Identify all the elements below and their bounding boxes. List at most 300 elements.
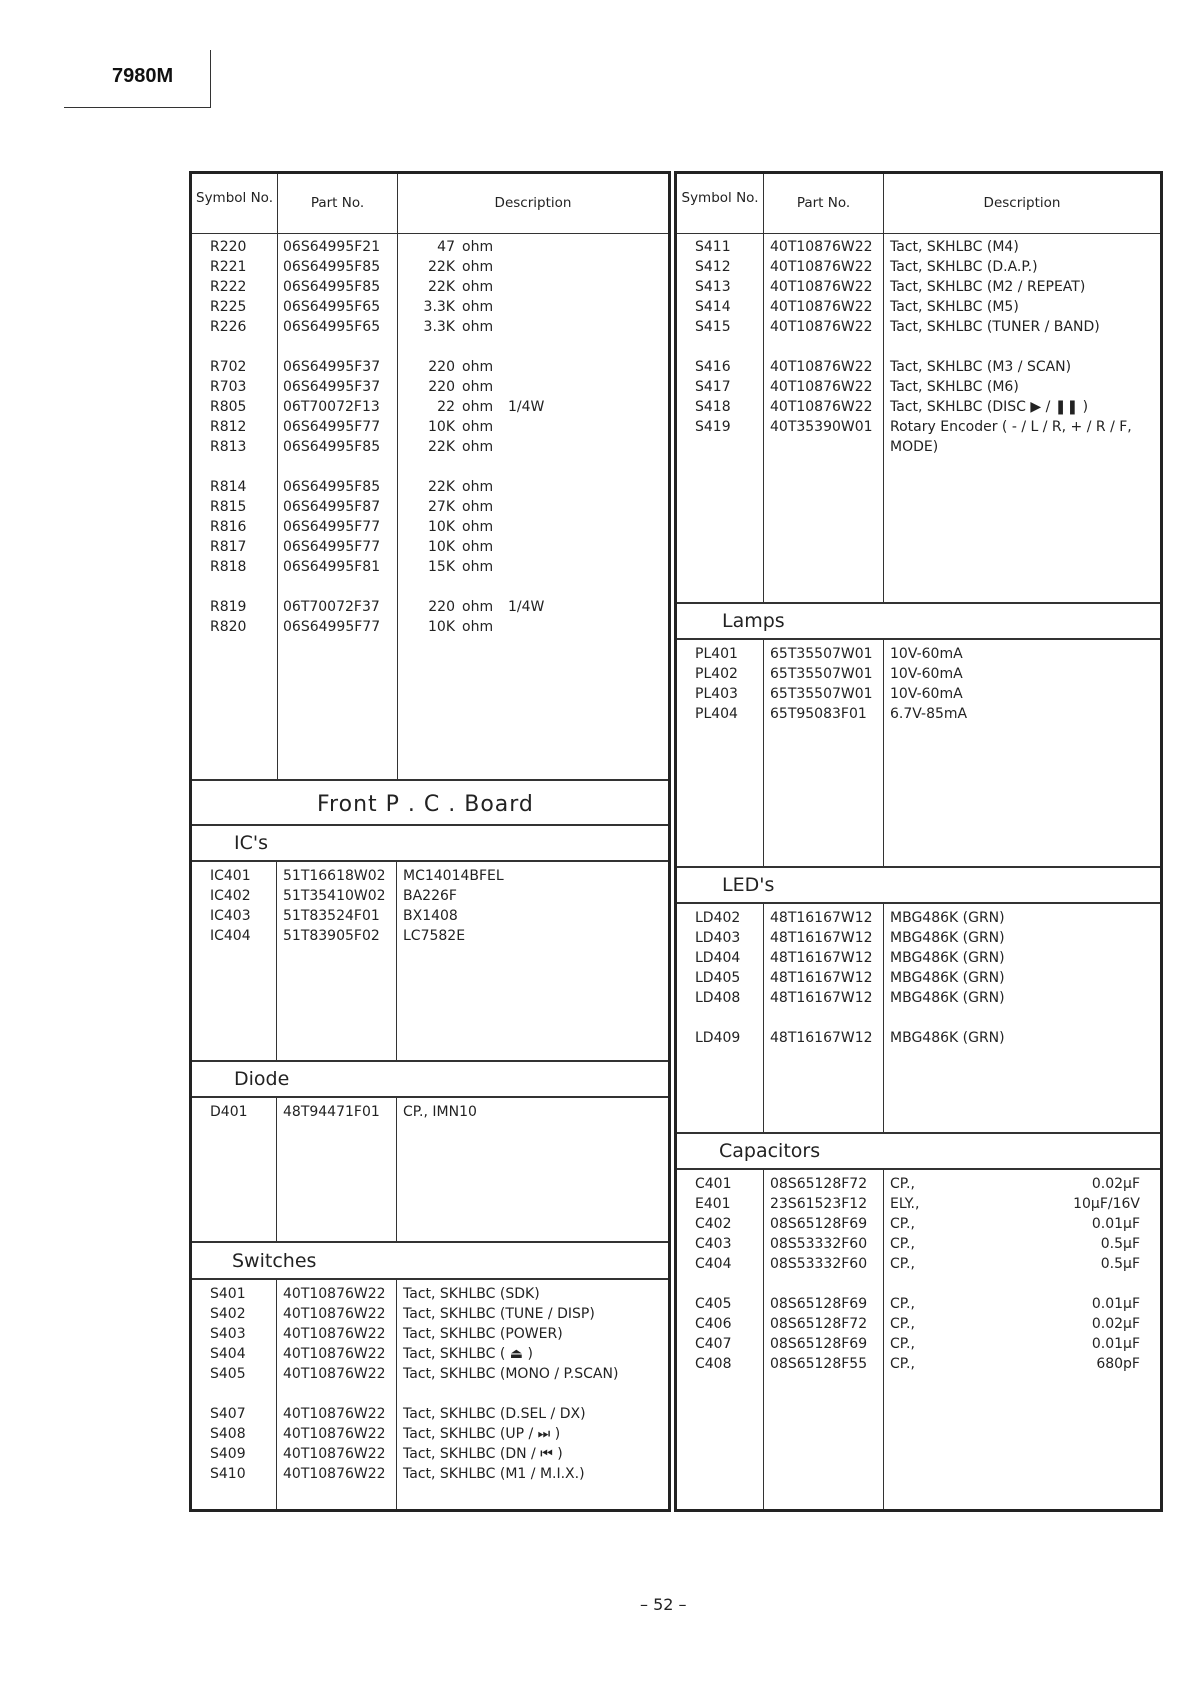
description-cell: Tact, SKHLBC (M6): [890, 379, 1019, 395]
symbol-cell: R819: [210, 599, 247, 615]
parts-panel-right: [674, 171, 1163, 1512]
symbol-cell: S402: [210, 1306, 246, 1322]
description-cell: Tact, SKHLBC (TUNER / BAND): [890, 319, 1100, 335]
symbol-cell: C402: [695, 1216, 732, 1232]
table-row: [192, 1364, 668, 1384]
board-title-bar: [192, 781, 668, 826]
part-number-cell: 23S61523F12: [770, 1196, 868, 1212]
description-cell: BX1408: [403, 908, 458, 924]
symbol-cell: PL403: [695, 686, 738, 702]
symbol-cell: E401: [695, 1196, 731, 1212]
resistor-rows: [192, 597, 668, 637]
type-cell: CP.,: [890, 1256, 915, 1272]
description-cell: MBG486K (GRN): [890, 930, 1005, 946]
lamps-title: Lamps: [722, 610, 785, 632]
capacitance-cell: 0.02μF: [1091, 1316, 1140, 1332]
description-cell: Tact, SKHLBC (DISC ▶ / ❚❚ ): [890, 399, 1089, 415]
description-cell: Tact, SKHLBC ( ⏏ ): [403, 1346, 533, 1362]
value-cell: 47: [437, 239, 455, 255]
table-row: [677, 277, 1160, 297]
part-number-cell: 06S64995F77: [283, 419, 381, 435]
table-row: [192, 317, 668, 337]
symbol-cell: C404: [695, 1256, 732, 1272]
capacitance-cell: 10μF/16V: [1073, 1196, 1140, 1212]
value-cell: 22K: [428, 439, 455, 455]
part-number-cell: 40T10876W22: [770, 239, 873, 255]
lamp-rows: [677, 644, 1160, 724]
lamp-table: [677, 640, 1160, 868]
part-number-cell: 06S64995F65: [283, 299, 381, 315]
symbol-cell: S417: [695, 379, 731, 395]
part-number-cell: 06S64995F77: [283, 619, 381, 635]
table-row: [192, 926, 668, 946]
part-number-cell: 40T10876W22: [770, 279, 873, 295]
part-number-cell: 06S64995F65: [283, 319, 381, 335]
ic-table: [192, 862, 668, 1062]
table-row: [192, 557, 668, 577]
unit-cell: ohm: [462, 259, 494, 275]
unit-cell: ohm: [462, 399, 494, 415]
description-cell: MBG486K (GRN): [890, 910, 1005, 926]
part-number-cell: 06S64995F77: [283, 519, 381, 535]
unit-cell: ohm: [462, 499, 494, 515]
symbol-cell: C408: [695, 1356, 732, 1372]
table-row: [677, 317, 1160, 337]
part-number-cell: 06S64995F85: [283, 259, 381, 275]
table-row: [677, 664, 1160, 684]
table-row: [192, 297, 668, 317]
table-row: [677, 377, 1160, 397]
type-cell: CP.,: [890, 1316, 915, 1332]
symbol-cell: S409: [210, 1446, 246, 1462]
symbol-cell: R814: [210, 479, 247, 495]
table-row: [677, 684, 1160, 704]
part-number-cell: 08S65128F69: [770, 1336, 868, 1352]
header-part-no: Part No.: [796, 195, 851, 211]
table-row: [677, 928, 1160, 948]
symbol-cell: C403: [695, 1236, 732, 1252]
capacitors-title-bar: [677, 1134, 1160, 1170]
symbol-cell: S401: [210, 1286, 246, 1302]
value-cell: 220: [428, 599, 455, 615]
part-number-cell: 40T10876W22: [283, 1326, 386, 1342]
part-number-cell: 06S64995F85: [283, 439, 381, 455]
table-row: [677, 968, 1160, 988]
value-cell: 22K: [428, 259, 455, 275]
table-row: [192, 1324, 668, 1344]
unit-cell: ohm: [462, 359, 494, 375]
part-number-cell: 40T10876W22: [283, 1286, 386, 1302]
page-number: – 52 –: [640, 1595, 687, 1614]
part-number-cell: 48T16167W12: [770, 930, 873, 946]
description-cell: Tact, SKHLBC (POWER): [403, 1326, 563, 1342]
symbol-cell: R702: [210, 359, 247, 375]
part-number-cell: 51T83905F02: [283, 928, 380, 944]
header-rule-vertical: [210, 50, 211, 108]
table-row: [192, 537, 668, 557]
capacitance-cell: 0.5μF: [1100, 1236, 1140, 1252]
type-cell: CP.,: [890, 1356, 915, 1372]
symbol-cell: LD403: [695, 930, 741, 946]
symbol-cell: IC404: [210, 928, 251, 944]
part-number-cell: 06S64995F87: [283, 499, 381, 515]
table-row: [192, 866, 668, 886]
unit-cell: ohm: [462, 239, 494, 255]
unit-cell: ohm: [462, 519, 494, 535]
capacitance-cell: 0.01μF: [1091, 1336, 1140, 1352]
type-cell: CP.,: [890, 1176, 915, 1192]
part-number-cell: 65T35507W01: [770, 686, 873, 702]
unit-cell: ohm: [462, 439, 494, 455]
led-rows: [677, 1028, 1160, 1048]
part-number-cell: 40T10876W22: [283, 1306, 386, 1322]
table-row: [192, 477, 668, 497]
diode-rows: [192, 1102, 668, 1122]
unit-cell: ohm: [462, 479, 494, 495]
symbol-cell: IC403: [210, 908, 251, 924]
description-cell: Tact, SKHLBC (DN / ⏮ ): [403, 1446, 563, 1462]
symbol-cell: S404: [210, 1346, 246, 1362]
part-number-cell: 48T16167W12: [770, 910, 873, 926]
symbol-cell: LD408: [695, 990, 741, 1006]
table-row: [192, 237, 668, 257]
symbol-cell: S403: [210, 1326, 246, 1342]
table-row: [192, 886, 668, 906]
diode-title: Diode: [234, 1068, 290, 1090]
part-number-cell: 06T70072F13: [283, 399, 380, 415]
part-number-cell: 08S65128F72: [770, 1176, 868, 1192]
value-cell: 10K: [428, 419, 455, 435]
part-number-cell: 48T16167W12: [770, 1030, 873, 1046]
part-number-cell: 65T95083F01: [770, 706, 867, 722]
switch-rows: [192, 1284, 668, 1384]
rating-cell: 1/4W: [508, 599, 545, 615]
capacitor-rows: [677, 1174, 1160, 1274]
ic-rows: [192, 866, 668, 946]
diode-table: [192, 1098, 668, 1243]
symbol-cell: PL401: [695, 646, 738, 662]
part-number-cell: 08S65128F69: [770, 1296, 868, 1312]
symbol-cell: S410: [210, 1466, 246, 1482]
table-row: [192, 397, 668, 417]
table-row: [192, 377, 668, 397]
symbol-cell: S419: [695, 419, 731, 435]
header-rule: [64, 107, 211, 108]
value-cell: 220: [428, 379, 455, 395]
description-cell: Tact, SKHLBC (M4): [890, 239, 1019, 255]
table-row: [677, 1028, 1160, 1048]
symbol-cell: R817: [210, 539, 247, 555]
description-cell: Tact, SKHLBC (UP / ⏭ ): [403, 1426, 561, 1442]
symbol-cell: S418: [695, 399, 731, 415]
part-number-cell: 06S64995F77: [283, 539, 381, 555]
table-row: [192, 437, 668, 457]
table-row: [677, 1174, 1160, 1194]
table-row: [677, 397, 1160, 417]
part-number-cell: 40T10876W22: [770, 359, 873, 375]
symbol-cell: C405: [695, 1296, 732, 1312]
header-symbol: Symbol No.: [196, 190, 273, 206]
table-row: [677, 1194, 1160, 1214]
header-description: Description: [983, 195, 1061, 211]
table-row: [677, 948, 1160, 968]
part-number-cell: 51T35410W02: [283, 888, 386, 904]
description-cell: CP., IMN10: [403, 1104, 477, 1120]
description-cell: Tact, SKHLBC (M1 / M.I.X.): [403, 1466, 585, 1482]
led-table: [677, 904, 1160, 1134]
symbol-cell: C401: [695, 1176, 732, 1192]
header-symbol: Symbol No.: [681, 190, 759, 206]
symbol-cell: IC401: [210, 868, 251, 884]
switch-table-right: [677, 174, 1160, 604]
part-number-cell: 40T10876W22: [283, 1366, 386, 1382]
unit-cell: ohm: [462, 419, 494, 435]
part-number-cell: 51T16618W02: [283, 868, 386, 884]
table-row: [677, 1314, 1160, 1334]
part-number-cell: 40T10876W22: [283, 1466, 386, 1482]
unit-cell: ohm: [462, 559, 494, 575]
table-row: [677, 644, 1160, 664]
value-cell: 22K: [428, 279, 455, 295]
capacitance-cell: 0.01μF: [1091, 1296, 1140, 1312]
description-cell: MBG486K (GRN): [890, 950, 1005, 966]
ics-title: IC's: [234, 832, 268, 854]
table-row: [677, 417, 1160, 457]
symbol-cell: LD409: [695, 1030, 741, 1046]
switches-title-bar: [192, 1243, 668, 1280]
part-number-cell: 65T35507W01: [770, 646, 873, 662]
rating-cell: 1/4W: [508, 399, 545, 415]
symbol-cell: R226: [210, 319, 247, 335]
table-row: [192, 277, 668, 297]
header-description: Description: [494, 195, 572, 211]
table-row: [677, 1294, 1160, 1314]
table-row: [192, 417, 668, 437]
table-row: [192, 357, 668, 377]
part-number-cell: 06S64995F37: [283, 379, 381, 395]
table-row: [677, 237, 1160, 257]
description-cell: 10V-60mA: [890, 666, 963, 682]
symbol-cell: R703: [210, 379, 247, 395]
description-cell: Tact, SKHLBC (TUNE / DISP): [403, 1306, 595, 1322]
table-row: [677, 1334, 1160, 1354]
diode-title-bar: [192, 1062, 668, 1098]
capacitance-cell: 0.01μF: [1091, 1216, 1140, 1232]
part-number-cell: 06S64995F37: [283, 359, 381, 375]
symbol-cell: S414: [695, 299, 731, 315]
part-number-cell: 48T94471F01: [283, 1104, 380, 1120]
description-cell: 6.7V-85mA: [890, 706, 968, 722]
part-number-cell: 40T10876W22: [770, 379, 873, 395]
value-cell: 3.3K: [423, 299, 455, 315]
leds-title: LED's: [722, 874, 775, 896]
part-number-cell: 40T10876W22: [770, 319, 873, 335]
symbol-cell: LD405: [695, 970, 741, 986]
part-number-cell: 51T83524F01: [283, 908, 380, 924]
description-cell: Tact, SKHLBC (MONO / P.SCAN): [403, 1366, 619, 1382]
symbol-cell: S411: [695, 239, 731, 255]
symbol-cell: R816: [210, 519, 247, 535]
part-number-cell: 08S53332F60: [770, 1236, 868, 1252]
symbol-cell: S415: [695, 319, 731, 335]
table-row: [192, 517, 668, 537]
part-number-cell: 06S64995F85: [283, 279, 381, 295]
unit-cell: ohm: [462, 319, 494, 335]
part-number-cell: 40T10876W22: [770, 259, 873, 275]
symbol-cell: S407: [210, 1406, 246, 1422]
part-number-cell: 40T10876W22: [770, 299, 873, 315]
part-number-cell: 40T10876W22: [283, 1426, 386, 1442]
switch-table: [192, 1280, 668, 1509]
table-row: [192, 1464, 668, 1484]
unit-cell: ohm: [462, 299, 494, 315]
description-cell: Tact, SKHLBC (M2 / REPEAT): [890, 279, 1086, 295]
capacitors-title: Capacitors: [719, 1140, 821, 1162]
description-cell: 10V-60mA: [890, 686, 963, 702]
part-number-cell: 40T10876W22: [283, 1446, 386, 1462]
switches-title: Switches: [232, 1250, 317, 1272]
table-row: [192, 1304, 668, 1324]
value-cell: 3.3K: [423, 319, 455, 335]
part-number-cell: 65T35507W01: [770, 666, 873, 682]
symbol-cell: S416: [695, 359, 731, 375]
unit-cell: ohm: [462, 539, 494, 555]
resistor-rows: [192, 357, 668, 457]
table-row: [192, 617, 668, 637]
type-cell: CP.,: [890, 1216, 915, 1232]
led-rows: [677, 908, 1160, 1008]
switch-rows: [677, 237, 1160, 337]
value-cell: 15K: [428, 559, 455, 575]
symbol-cell: PL402: [695, 666, 738, 682]
table-row: [192, 1404, 668, 1424]
symbol-cell: S408: [210, 1426, 246, 1442]
part-number-cell: 06S64995F85: [283, 479, 381, 495]
part-number-cell: 06S64995F81: [283, 559, 381, 575]
part-number-cell: 48T16167W12: [770, 990, 873, 1006]
description-cell: Tact, SKHLBC (D.A.P.): [890, 259, 1038, 275]
capacitance-cell: 0.5μF: [1100, 1256, 1140, 1272]
unit-cell: ohm: [462, 619, 494, 635]
table-row: [677, 297, 1160, 317]
lamps-title-bar: [677, 604, 1160, 640]
part-number-cell: 40T10876W22: [283, 1346, 386, 1362]
part-number-cell: 06T70072F37: [283, 599, 380, 615]
symbol-cell: PL404: [695, 706, 738, 722]
model-number: 7980M: [112, 65, 174, 87]
switch-rows: [192, 1404, 668, 1484]
symbol-cell: S405: [210, 1366, 246, 1382]
capacitor-table: [677, 1170, 1160, 1509]
table-row: [192, 1424, 668, 1444]
part-number-cell: 06S64995F21: [283, 239, 381, 255]
capacitance-cell: 0.02μF: [1091, 1176, 1140, 1192]
symbol-cell: R812: [210, 419, 247, 435]
table-row: [677, 988, 1160, 1008]
description-cell: 10V-60mA: [890, 646, 963, 662]
table-row: [192, 257, 668, 277]
part-number-cell: 08S65128F69: [770, 1216, 868, 1232]
description-cell: MBG486K (GRN): [890, 990, 1005, 1006]
symbol-cell: R820: [210, 619, 247, 635]
table-row: [192, 497, 668, 517]
description-cell: MBG486K (GRN): [890, 970, 1005, 986]
board-title: Front P . C . Board: [317, 792, 534, 817]
table-row: [677, 357, 1160, 377]
symbol-cell: R805: [210, 399, 247, 415]
description-cell: BA226F: [403, 888, 457, 904]
table-row: [677, 1234, 1160, 1254]
symbol-cell: R222: [210, 279, 247, 295]
unit-cell: ohm: [462, 279, 494, 295]
symbol-cell: IC402: [210, 888, 251, 904]
symbol-cell: R813: [210, 439, 247, 455]
table-row: [192, 1102, 668, 1122]
parts-panel-left: [189, 171, 671, 1512]
part-number-cell: 48T16167W12: [770, 950, 873, 966]
symbol-cell: D401: [210, 1104, 248, 1120]
value-cell: 10K: [428, 519, 455, 535]
part-number-cell: 08S53332F60: [770, 1256, 868, 1272]
value-cell: 27K: [428, 499, 455, 515]
symbol-cell: R225: [210, 299, 247, 315]
resistor-table: [192, 174, 668, 781]
resistor-rows: [192, 237, 668, 337]
capacitance-cell: 680pF: [1096, 1356, 1140, 1372]
table-row: [677, 704, 1160, 724]
symbol-cell: R818: [210, 559, 247, 575]
description-cell: Tact, SKHLBC (M5): [890, 299, 1019, 315]
description-cell: Tact, SKHLBC (D.SEL / DX): [403, 1406, 586, 1422]
description-cell: Tact, SKHLBC (M3 / SCAN): [890, 359, 1072, 375]
part-number-cell: 40T35390W01: [770, 419, 873, 435]
table-row: [192, 1444, 668, 1464]
description-cell: MBG486K (GRN): [890, 1030, 1005, 1046]
symbol-cell: C407: [695, 1336, 732, 1352]
symbol-cell: C406: [695, 1316, 732, 1332]
resistor-rows: [192, 477, 668, 577]
description-cell: Tact, SKHLBC (SDK): [403, 1286, 540, 1302]
type-cell: CP.,: [890, 1236, 915, 1252]
table-row: [677, 257, 1160, 277]
part-number-cell: 08S65128F55: [770, 1356, 868, 1372]
table-row: [677, 1254, 1160, 1274]
symbol-cell: R221: [210, 259, 247, 275]
table-row: [192, 1344, 668, 1364]
value-cell: 22K: [428, 479, 455, 495]
capacitor-rows: [677, 1294, 1160, 1374]
table-row: [677, 908, 1160, 928]
type-cell: CP.,: [890, 1336, 915, 1352]
symbol-cell: R220: [210, 239, 247, 255]
description-cell: MC14014BFEL: [403, 868, 504, 884]
unit-cell: ohm: [462, 599, 494, 615]
table-row: [192, 597, 668, 617]
table-row: [192, 1284, 668, 1304]
value-cell: 10K: [428, 619, 455, 635]
part-number-cell: 40T10876W22: [770, 399, 873, 415]
description-cell: Rotary Encoder ( - / L / R, + / R / F, MODE): [890, 419, 1132, 455]
unit-cell: ohm: [462, 379, 494, 395]
table-row: [192, 906, 668, 926]
value-cell: 10K: [428, 539, 455, 555]
symbol-cell: LD402: [695, 910, 741, 926]
value-cell: 22: [437, 399, 455, 415]
symbol-cell: R815: [210, 499, 247, 515]
switch-rows: [677, 357, 1160, 457]
part-number-cell: 40T10876W22: [283, 1406, 386, 1422]
header-part-no: Part No.: [310, 195, 365, 211]
